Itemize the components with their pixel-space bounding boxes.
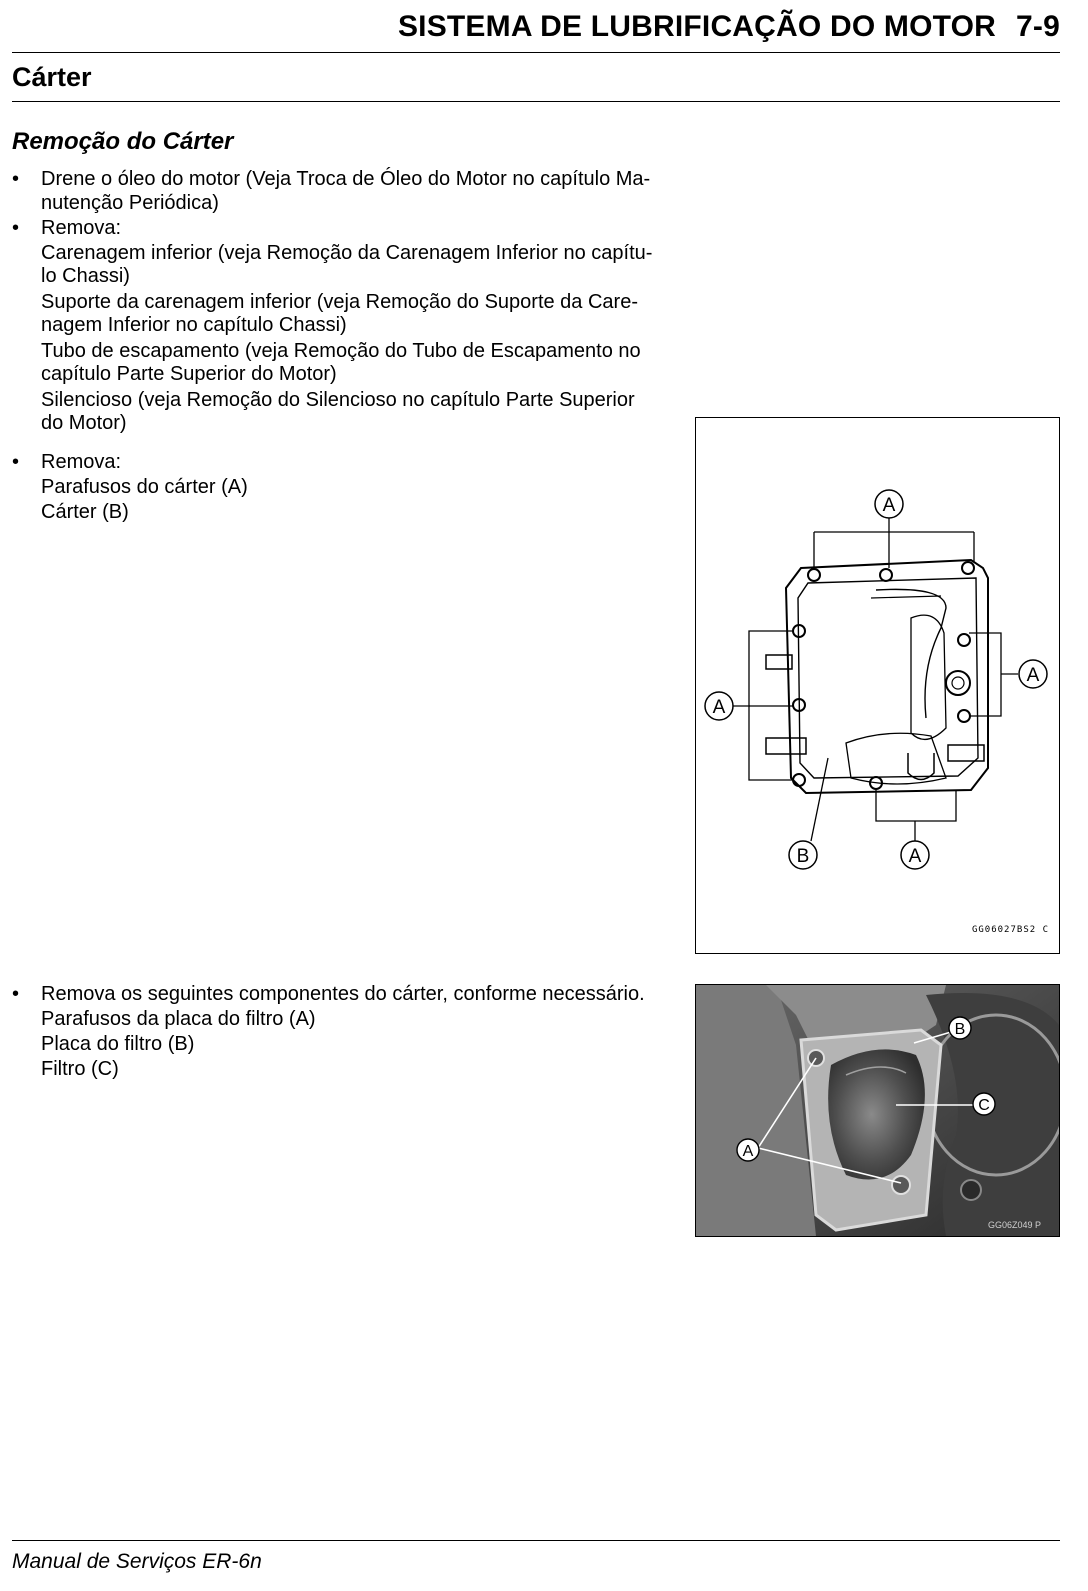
bullet: •: [12, 983, 20, 1005]
callout-label: A: [742, 1143, 754, 1160]
filter-photo: [696, 985, 1059, 1236]
pan-bolts: [793, 562, 974, 789]
photo-callout-a: [737, 1139, 759, 1161]
callout-label: A: [882, 495, 896, 516]
filter-photo-figure: [695, 984, 1060, 1237]
sub-item-line: Carenagem inferior (veja Remoção da Carenagem Inferior no capítu-: [41, 241, 653, 264]
step-label: Remova:: [41, 217, 122, 239]
bullet: •: [12, 168, 20, 190]
sub-item-line: do Motor): [41, 412, 127, 434]
sub-item-line: capítulo Parte Superior do Motor): [41, 363, 337, 385]
sub-item: Cárter (B): [41, 501, 129, 523]
step-label: Remova os seguintes componentes do cárter, conforme necessário.: [41, 983, 645, 1005]
photo-callout-c: [973, 1093, 995, 1115]
callout-a-bottom: [901, 841, 929, 869]
sub-item: [41, 242, 667, 289]
callout-a-top: [875, 490, 903, 518]
step-remove-components: [12, 982, 667, 1082]
footer-rule: [12, 1540, 1060, 1541]
callout-b: [789, 841, 817, 869]
section-rule: [12, 101, 1060, 102]
sub-item: Parafusos do cárter (A): [41, 476, 248, 498]
chapter-header: [398, 10, 1060, 44]
callout-a-left: [705, 692, 733, 720]
sub-item: Parafusos da placa do filtro (A): [41, 1008, 316, 1030]
step-line: Drene o óleo do motor (Veja Troca de Óleo do Motor no capítulo Ma-: [41, 168, 651, 190]
page-number: 7-9: [1016, 10, 1060, 43]
step-label: Remova:: [41, 451, 122, 473]
callout-label: A: [908, 846, 922, 867]
callout-label: A: [712, 697, 726, 718]
step-drain-oil: [12, 168, 667, 215]
sub-item-line: Suporte da carenagem inferior (veja Remoção do Suporte da Care-: [41, 290, 638, 313]
sub-item: Filtro (C): [41, 1058, 119, 1080]
steps-block-2: [12, 450, 667, 525]
photo-callout-b: [949, 1017, 971, 1039]
callout-label: B: [796, 846, 810, 867]
subsection-title: Remoção do Cárter: [12, 128, 234, 155]
step-remove-parts: [12, 217, 667, 436]
footer-manual-title: Manual de Serviços ER-6n: [12, 1550, 262, 1573]
callout-label: C: [978, 1097, 990, 1114]
bullet: •: [12, 217, 20, 239]
figure-code: GG06027BS2 C: [971, 925, 1049, 935]
oil-pan-figure: [695, 417, 1060, 954]
sub-item-line: Silencioso (veja Remoção do Silencioso no capítulo Parte Superior: [41, 388, 635, 411]
callout-leaders: [733, 518, 1018, 841]
section-title: Cárter: [12, 62, 92, 92]
header-rule: [12, 52, 1060, 53]
step-remove-oil-pan: [12, 450, 667, 525]
step-line: nutenção Periódica): [41, 191, 219, 214]
sub-item-line: lo Chassi): [41, 265, 130, 287]
bullet: •: [12, 451, 20, 473]
sub-item: [41, 291, 667, 338]
callout-label: A: [1026, 665, 1040, 686]
photo-code: GG06Z049 P: [988, 1220, 1042, 1230]
sub-item: [41, 340, 667, 387]
sub-item-line: Tubo de escapamento (veja Remoção do Tubo de Escapamento no: [41, 339, 641, 362]
sub-item-line: nagem Inferior no capítulo Chassi): [41, 314, 347, 336]
callout-a-right: [1019, 660, 1047, 688]
chapter-title: SISTEMA DE LUBRIFICAÇÃO DO MOTOR: [397, 10, 997, 43]
callout-label: B: [954, 1021, 966, 1038]
sub-item: [41, 389, 667, 436]
oil-pan-drawing: [696, 418, 1059, 953]
sub-item: Placa do filtro (B): [41, 1033, 195, 1055]
steps-block-3: [12, 982, 667, 1082]
steps-block-1: [12, 168, 667, 436]
